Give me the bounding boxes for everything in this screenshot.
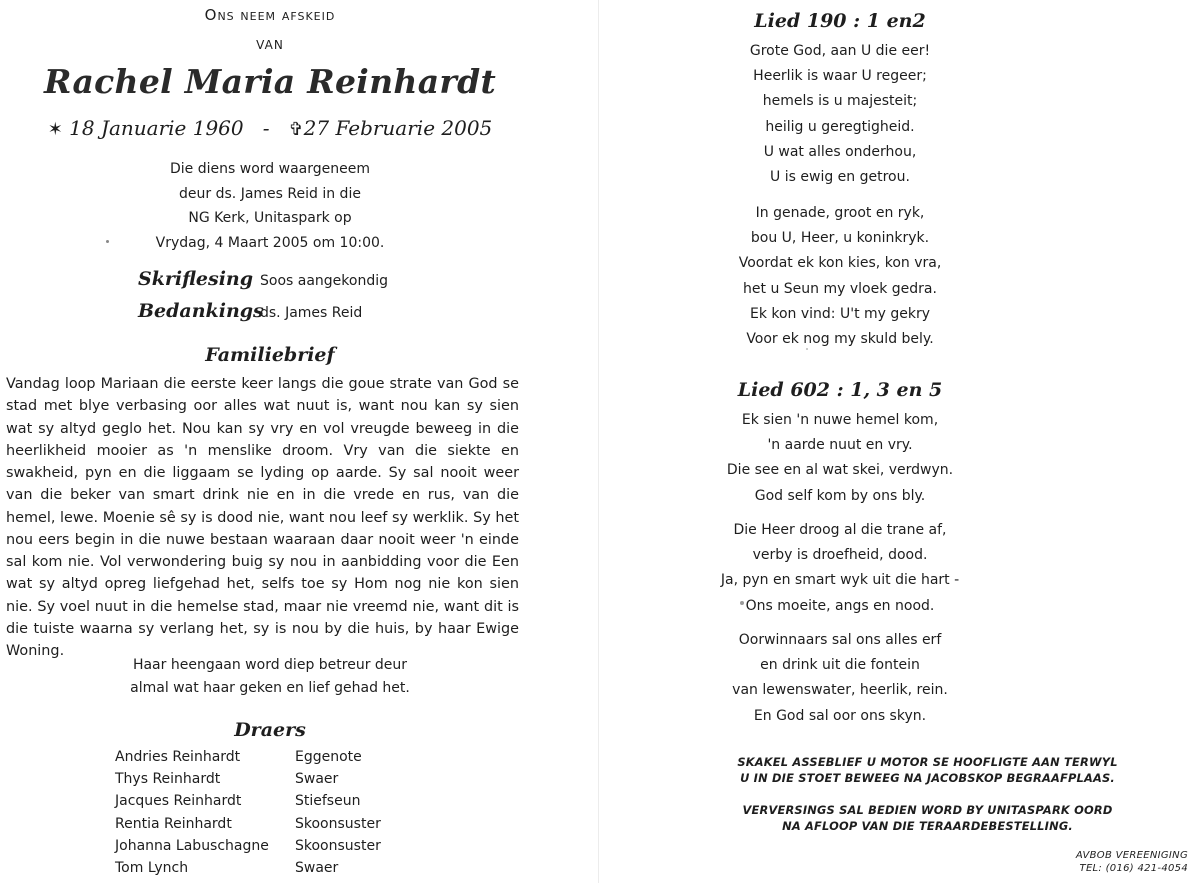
hymn-line: het u Seun my vloek gedra. [743,280,937,297]
hymn-line: Ons moeite, angs en nood. [745,597,935,614]
bearer-name: Rentia Reinhardt [115,815,232,832]
familiebrief-title: Familiebrief [205,344,335,366]
service-details [0,157,540,255]
hymn-line: van lewenswater, heerlik, rein. [732,682,948,699]
undertaker-footer [1076,849,1188,875]
headlights-notice [700,754,1155,786]
hymn-line: verby is droefheid, dood. [752,547,928,564]
hymn-line: heilig u geregtigheid. [765,118,915,135]
death-cross-icon: ✞ [288,119,304,140]
list-item [115,857,415,879]
list-item [115,790,415,812]
hymn-2-stanza-2 [630,518,1050,619]
bearers-list [115,746,415,879]
draers-title: Draers [234,719,306,741]
date-separator: - [262,116,270,140]
deceased-name: Rachel Maria Reinhardt [43,62,496,101]
service-line: NG Kerk, Unitaspark op [188,210,352,226]
hymn-line: 'n aarde nuut en vry. [767,437,913,454]
hymn-line: en drink uit die fontein [760,657,920,674]
hymn-line: God self kom by ons bly. [754,487,926,504]
notice-line: VERVERSINGS SAL BEDIEN WORD BY UNITASPARK OORD [742,803,1113,817]
familiebrief-text: Vandag loop Mariaan die eerste keer langs die goue strate van God se stad met blye verbasing oor alles wat nuut is, want nou kan sy sien wat sy altyd geglo het. Nou kan sy vry en vol vreugde beweeg in die heerlikheid mooier as 'n menslike droom. Vry van die siekte en swakheid, pyn en die liggaam se lyding op aarde. Sy sal nooit weer van die beker van smart drink nie en in die vrede en rus, van die hemel, lewe. Moenie sê sy is dood nie, want nou leef sy werklik. Sy het nou eers begin in die nuwe bestaan waaraan daar nooit weer 'n einde sal kom nie. Vol verwondering buig sy nou in aanbidding voor die Een wat sy altyd opreg liefgehad het, selfs toe sy Hom nog nie kon sien nie. Sy voel nuut in die hemelse stad, maar nie vreemd nie, want dit is die tuiste waarna sy verlang het, sy is nou by die huis, by haar Ewige Woning. [6,376,519,659]
bearer-relation: Eggenote [295,749,362,766]
undertaker-name: AVBOB VEREENIGING [1075,850,1188,861]
bearer-name: Thys Reinhardt [115,771,221,788]
hymn-line: U wat alles onderhou, [763,143,917,160]
bearer-relation: Swaer [295,860,339,877]
hymn-line: Oorwinnaars sal ons alles erf [738,632,942,648]
programme-label: Skriflesing [138,268,254,290]
life-dates [0,116,540,140]
hymn-line: Voordat ek kon kies, kon vra, [738,255,942,272]
programme-value: ds. James Reid [260,305,363,321]
list-item [115,746,415,768]
list-item [115,813,415,835]
notice-line: NA AFLOOP VAN DIE TERAARDEBESTELLING. [782,819,1073,833]
bearer-relation: Skoonsuster [295,837,381,854]
bearer-name: Jacques Reinhardt [115,793,242,810]
hymn-line: Ek sien 'n nuwe hemel kom, [741,412,939,428]
bearer-name: Andries Reinhardt [115,749,241,766]
hymn-line: En God sal oor ons skyn. [753,707,927,724]
hymn-line: bou U, Heer, u koninkryk. [750,230,930,247]
service-line: deur ds. James Reid in die [179,185,361,202]
notice-line: SKAKEL ASSEBLIEF U MOTOR SE HOOFLIGTE AAN TERWYL [737,755,1118,769]
hymn-line: hemels is u majesteit; [762,93,918,110]
bearer-relation: Skoonsuster [295,815,381,832]
hymn-line: Voor ek nog my skuld bely. [746,331,934,348]
death-date: 27 Februarie 2005 [303,116,493,140]
bearer-name: Johanna Labuschagne [115,837,269,854]
service-line: Vrydag, 4 Maart 2005 om 10:00. [155,234,385,251]
farewell-heading: Ons neem afskeid [204,6,336,24]
programme-row-bedankings [138,300,362,322]
hymn-line: Grote God, aan U die eer! [749,43,931,59]
service-line: Die diens word waargeneem [170,161,370,177]
hymn-1-stanza-1 [630,39,1050,190]
programme-value: Soos aangekondig [260,273,389,289]
bearer-relation: Swaer [295,771,339,788]
hymn-2-title: Lied 602 : 1, 3 en 5 [737,379,943,401]
notice-line: U IN DIE STOET BEWEEG NA JACOBSKOP BEGRAAFPLAAS. [740,771,1115,785]
scan-speck [106,240,109,243]
hymn-line: Ek kon vind: U't my gekry [749,305,931,322]
undertaker-phone: TEL: (016) 421-4054 [1079,863,1188,874]
hymn-1-stanza-2 [630,201,1050,352]
mourning-line: almal wat haar geken en lief gehad het. [130,679,410,696]
birth-date: 18 Januarie 1960 [69,116,244,140]
programme-row-skriflesing [138,268,388,290]
hymn-line: In genade, groot en ryk, [755,205,925,221]
hymn-line: U is ewig en getrou. [770,169,910,186]
list-item [115,768,415,790]
birth-star-icon: ✶ [47,119,63,140]
refreshments-notice [700,802,1155,834]
farewell-van: VAN [256,38,284,52]
scan-speck [740,601,744,605]
mourning-note [0,654,540,699]
hymn-1-title: Lied 190 : 1 en2 [754,10,926,32]
bearer-name: Tom Lynch [115,860,189,877]
hymn-line: Heerlik is waar U regeer; [753,68,927,85]
hymn-2-stanza-1 [630,408,1050,509]
bearer-relation: Stiefseun [295,793,361,810]
list-item [115,835,415,857]
hymn-line: Ja, pyn en smart wyk uit die hart - [720,572,960,589]
hymn-line: Die Heer droog al die trane af, [733,522,947,538]
mourning-line: Haar heengaan word diep betreur deur [132,657,408,673]
programme-label: Bedankings [138,300,264,322]
scan-speck [806,348,808,350]
hymn-line: Die see en al wat skei, verdwyn. [726,462,954,479]
hymn-2-stanza-3 [630,628,1050,729]
